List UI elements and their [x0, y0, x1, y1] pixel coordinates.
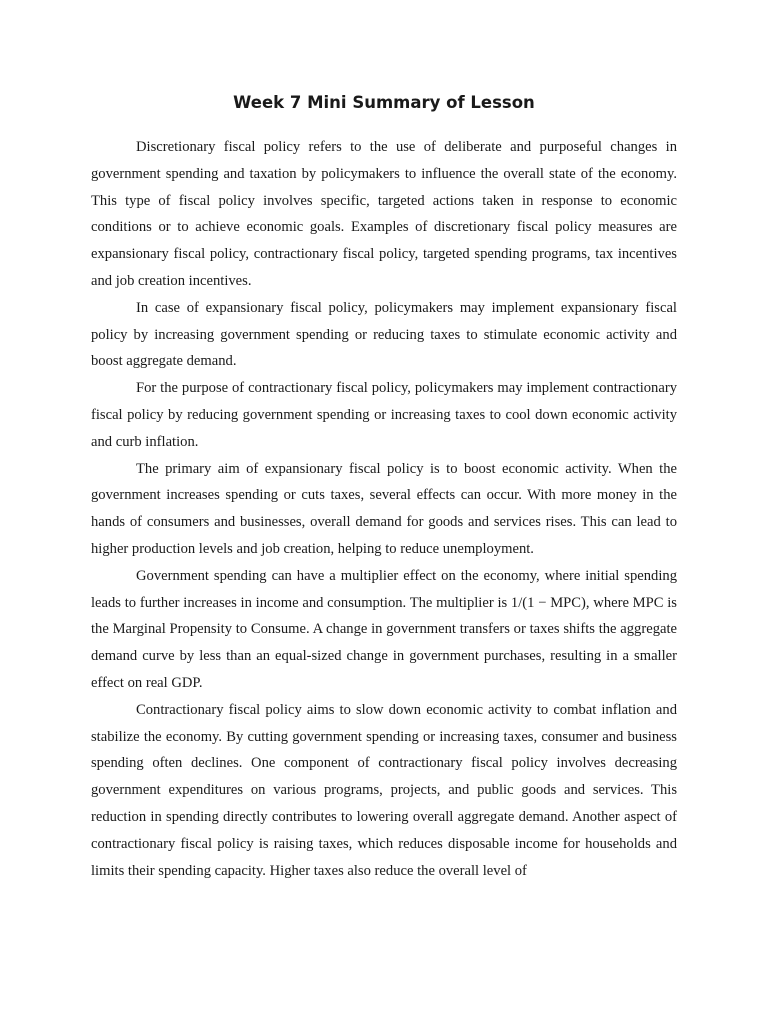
document-title: Week 7 Mini Summary of Lesson [233, 93, 535, 112]
mpc-math-symbol: MPC [550, 594, 582, 611]
multiplier-text-after: ), where MPC is the Marginal Propensity to Consume. A change in government transfers or taxes shifts the aggregate demand curve by less than an equal-sized change in government purchases, resulting in a smaller effect on real GDP. [91, 594, 677, 691]
multiplier-text-before: Government spending can have a multiplier effect on the economy, where initial spending leads to further increases in income and consumption. The multiplier is 1/(1 − [91, 567, 677, 611]
document-body [91, 134, 677, 884]
paragraph-contractionary-aim: Contractionary fiscal policy aims to slow down economic activity to combat inflation and stabilize the economy. By cutting government spending or increasing taxes, consumer and business spending often declines. One component of contractionary fiscal policy involves decreasing government expenditures on various programs, projects, and public goods and services. This reduction in spending directly contributes to lowering overall aggregate demand. Another aspect of contractionary fiscal policy is raising taxes, which reduces disposable income for households and limits their spending capacity. Higher taxes also reduce the overall level of [91, 701, 677, 879]
paragraph-expansionary-case: In case of expansionary fiscal policy, policymakers may implement expansionary fiscal policy by increasing government spending or reducing taxes to stimulate economic activity and boost aggregate demand. [91, 299, 677, 370]
paragraph-discretionary-policy: Discretionary fiscal policy refers to the use of deliberate and purposeful changes in government spending and taxation by policymakers to influence the overall state of the economy. This type of fiscal policy involves specific, targeted actions taken in response to economic conditions or to achieve economic goals. Examples of discretionary fiscal policy measures are expansionary fiscal policy, contractionary fiscal policy, targeted spending programs, tax incentives and job creation incentives. [91, 139, 677, 289]
paragraph-multiplier-effect [91, 563, 677, 697]
paragraph-contractionary-purpose: For the purpose of contractionary fiscal policy, policymakers may implement contractionary fiscal policy by reducing government spending or increasing taxes to cool down economic activity and curb inflation. [91, 380, 677, 450]
paragraph-expansionary-aim: The primary aim of expansionary fiscal policy is to boost economic activity. When the government increases spending or cuts taxes, several effects can occur. With more money in the hands of consumers and businesses, overall demand for goods and services rises. This can lead to higher production levels and job creation, helping to reduce unemployment. [91, 460, 677, 557]
